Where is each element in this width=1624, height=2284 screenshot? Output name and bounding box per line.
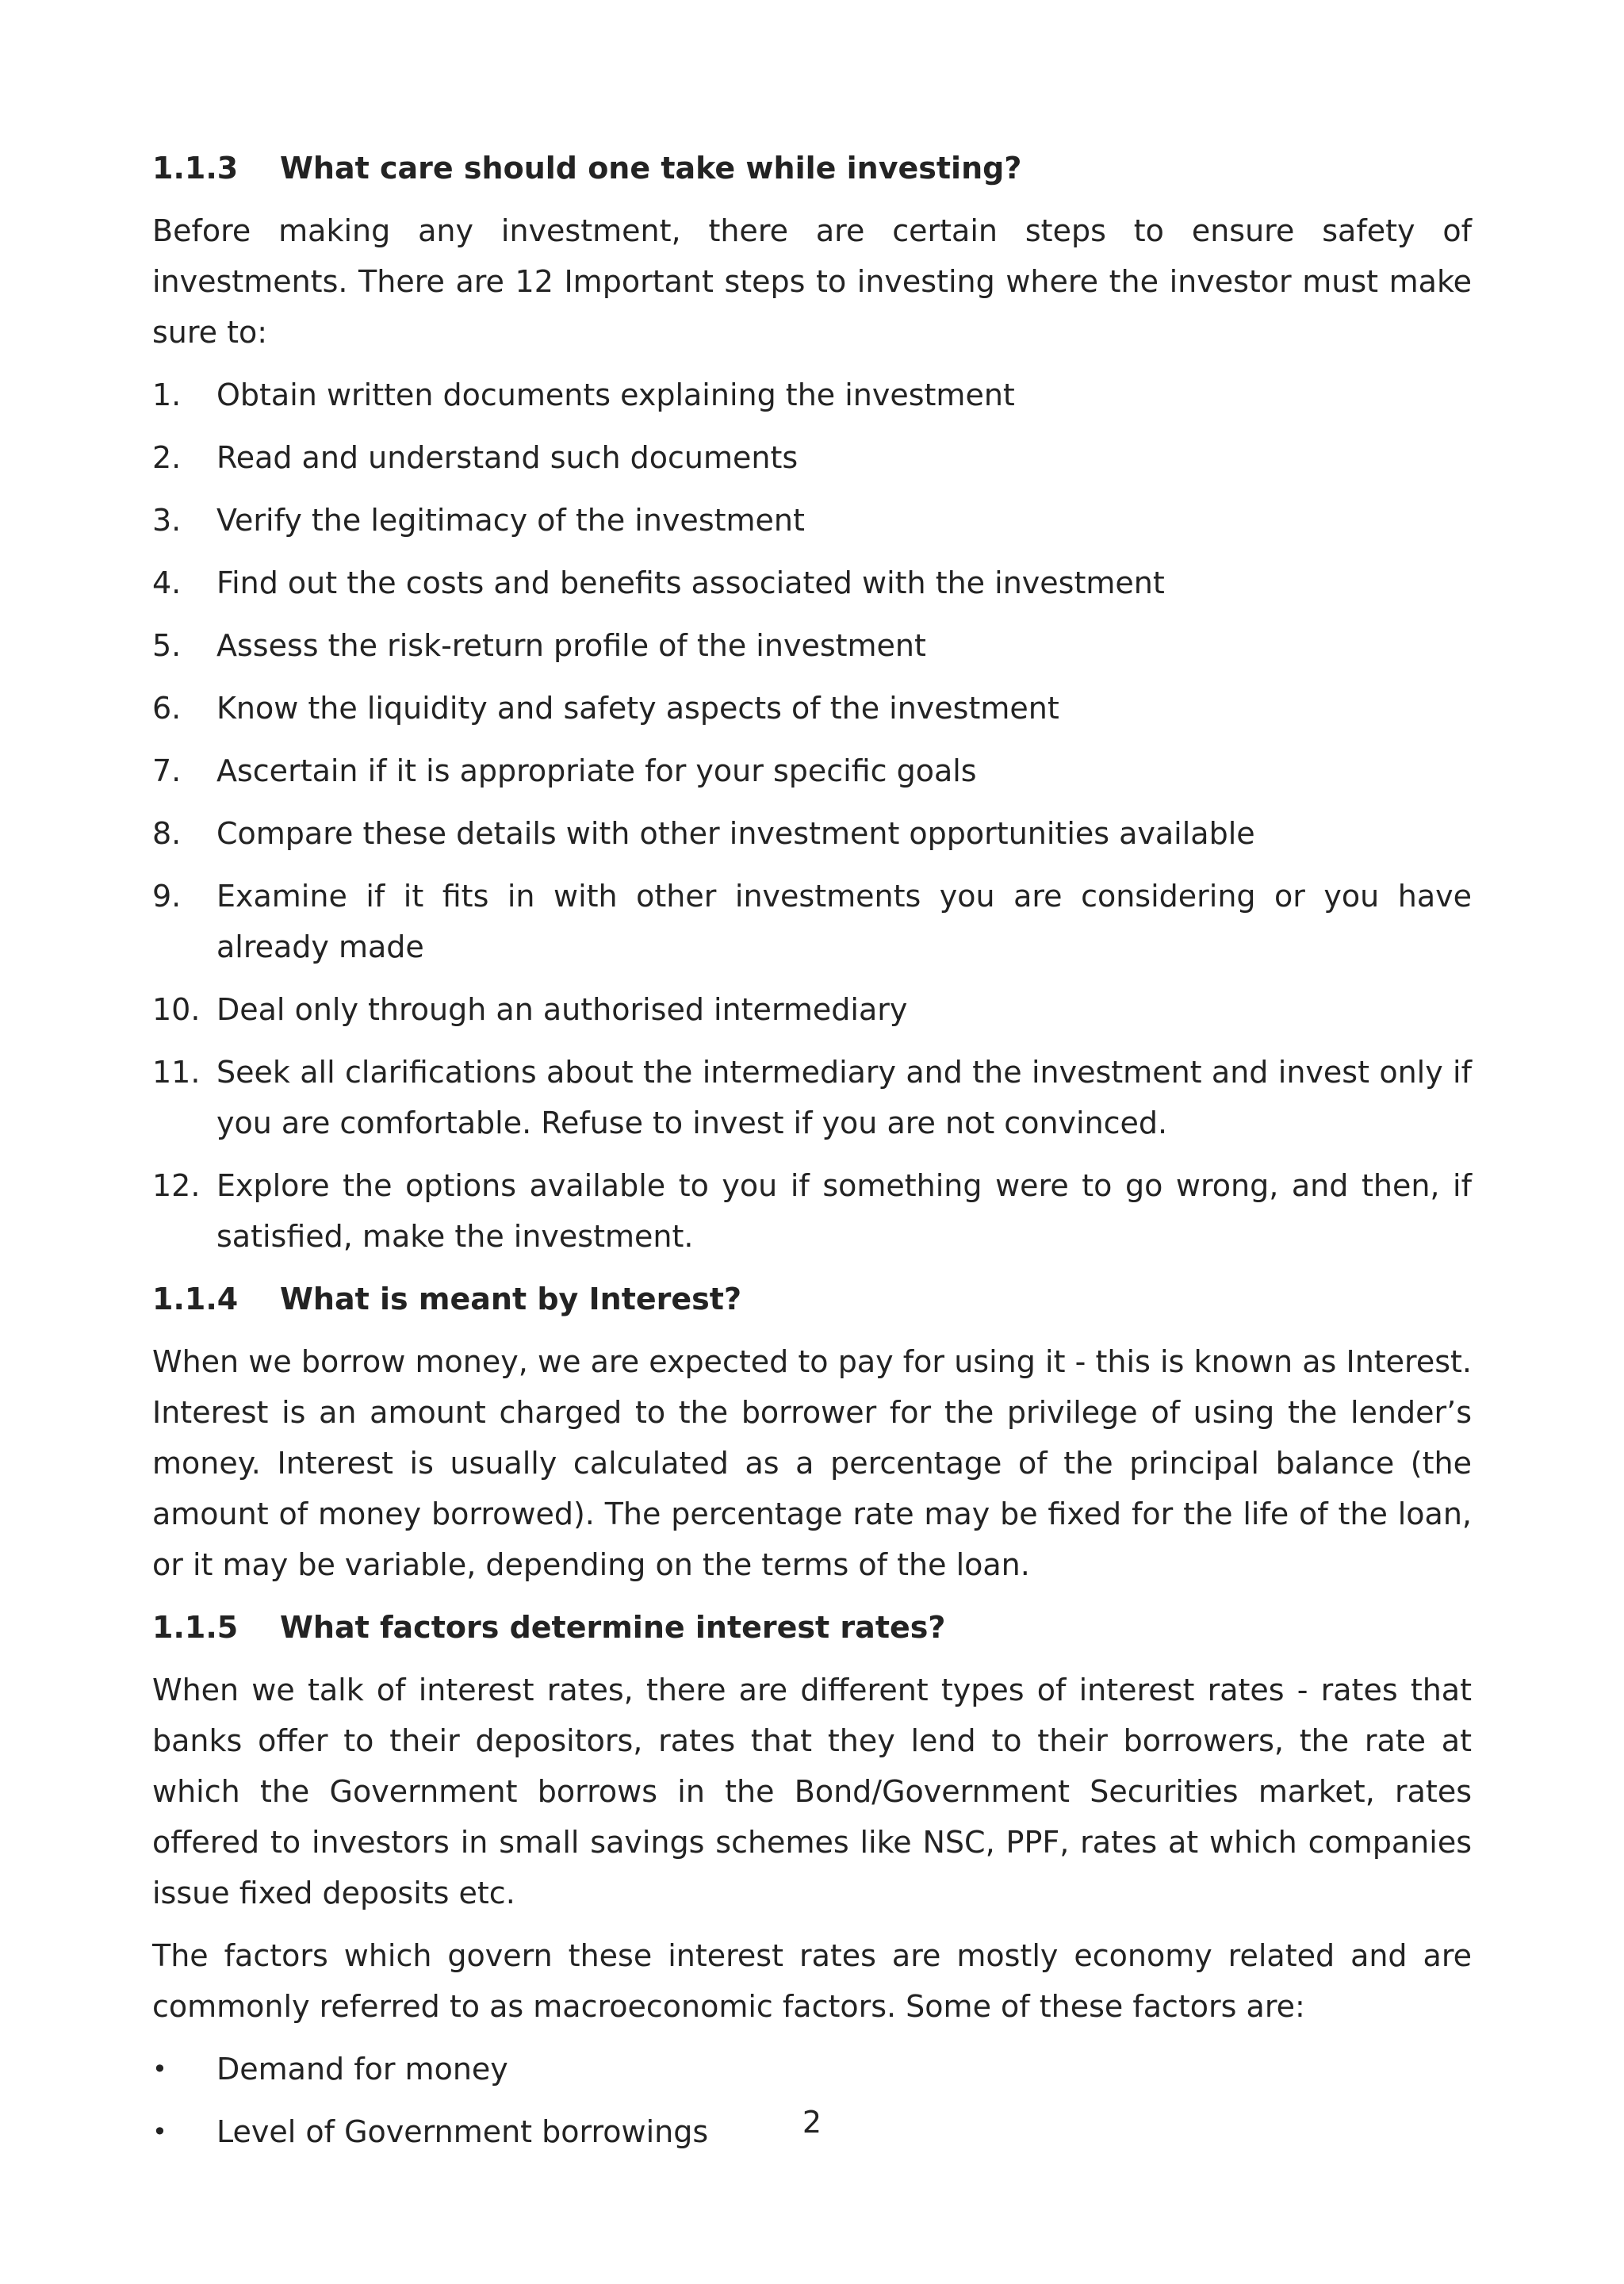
list-item <box>152 370 1472 420</box>
list-item-text: Obtain written documents explaining the investment <box>216 377 1015 412</box>
list-number: 9. <box>152 879 182 914</box>
list-item <box>152 432 1472 483</box>
interest-rate-types-paragraph: When we talk of interest rates, there are different types of interest rates - rates that banks offer to their depositors, rates that they lend to their borrowers, the rate at which the Government borrows in the Bond/Government Securities market, rates offered to investors in small savings schemes like NSC, PPF, rates at which companies issue fixed deposits etc. <box>152 1673 1472 1910</box>
list-item-text: Ascertain if it is appropriate for your specific goals <box>216 753 977 788</box>
list-item <box>152 871 1472 972</box>
list-item-text: Verify the legitimacy of the investment <box>216 503 805 538</box>
list-item <box>152 620 1472 671</box>
list-number: 5. <box>152 628 182 663</box>
list-item <box>152 683 1472 734</box>
list-number: 7. <box>152 753 182 788</box>
section-heading-1-1-3 <box>152 143 1472 194</box>
investing-steps-list <box>152 370 1472 1262</box>
list-item-text: Compare these details with other investment opportunities available <box>216 816 1255 851</box>
bullet-item <box>152 2044 1472 2094</box>
page-content <box>152 143 1472 2169</box>
list-number: 10. <box>152 992 201 1027</box>
list-item-text: Examine if it fits in with other investments you are considering or you have already made <box>216 879 1472 964</box>
bullet-icon: • <box>152 2054 167 2084</box>
list-number: 2. <box>152 440 182 475</box>
list-item-text: Know the liquidity and safety aspects of the investment <box>216 691 1059 726</box>
list-number: 12. <box>152 1168 201 1203</box>
list-number: 6. <box>152 691 182 726</box>
list-number: 1. <box>152 377 182 412</box>
list-item <box>152 495 1472 546</box>
section-heading-1-1-5 <box>152 1602 1472 1653</box>
list-item <box>152 1160 1472 1262</box>
bullet-icon: • <box>152 2117 167 2147</box>
page-number: 2 <box>802 2105 822 2140</box>
list-number: 11. <box>152 1055 201 1090</box>
list-number: 3. <box>152 503 182 538</box>
list-item-text: Explore the options available to you if something were to go wrong, and then, if satisfied, make the investment. <box>216 1168 1472 1254</box>
list-item <box>152 558 1472 608</box>
list-item <box>152 1047 1472 1148</box>
section-number: 1.1.3 <box>152 151 239 186</box>
list-item-text: Seek all clarifications about the intermediary and the investment and invest only if you are comfortable. Refuse to invest if you are not convinced. <box>216 1055 1472 1140</box>
section-title: What care should one take while investing? <box>280 151 1022 186</box>
list-number: 8. <box>152 816 182 851</box>
bullet-item-text: Level of Government borrowings <box>216 2114 709 2149</box>
list-item-text: Read and understand such documents <box>216 440 799 475</box>
interest-definition-paragraph: When we borrow money, we are expected to pay for using it - this is known as Interest. Interest is an amount charged to the borrower for the privilege of using the lender’s money. Interest is usually calculated as a percentage of the principal balance (the amount of money borrowed). The percentage rate may be fixed for the life of the loan, or it may be variable, depending on the terms of the loan. <box>152 1344 1472 1582</box>
section-number: 1.1.5 <box>152 1610 239 1645</box>
list-item-text: Find out the costs and benefits associated with the investment <box>216 565 1165 600</box>
section-title: What is meant by Interest? <box>280 1282 742 1316</box>
macroeconomic-factors-paragraph: The factors which govern these interest rates are mostly economy related and are commonly referred to as macroeconomic factors. Some of these factors are: <box>152 1938 1472 2024</box>
section-heading-1-1-4 <box>152 1274 1472 1324</box>
list-number: 4. <box>152 565 182 600</box>
section-title: What factors determine interest rates? <box>280 1610 946 1645</box>
list-item-text: Deal only through an authorised intermediary <box>216 992 908 1027</box>
section-intro-paragraph: Before making any investment, there are certain steps to ensure safety of investments. There are 12 Important steps to investing where the investor must make sure to: <box>152 213 1472 350</box>
list-item <box>152 984 1472 1035</box>
section-number: 1.1.4 <box>152 1282 239 1316</box>
list-item <box>152 745 1472 796</box>
list-item-text: Assess the risk-return profile of the investment <box>216 628 926 663</box>
list-item <box>152 808 1472 859</box>
bullet-item-text: Demand for money <box>216 2052 508 2087</box>
